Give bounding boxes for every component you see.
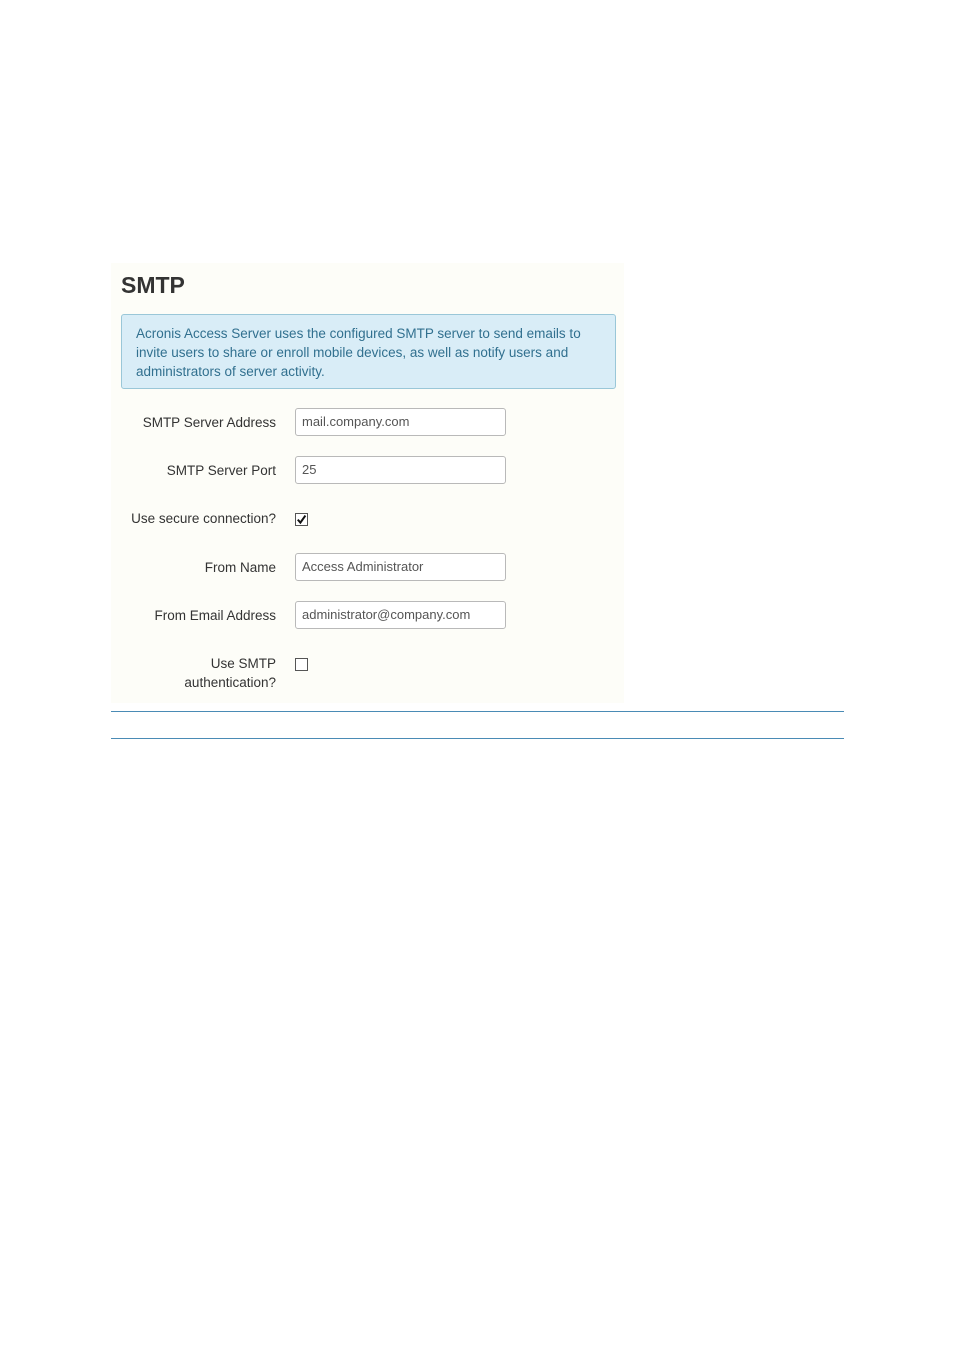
info-alert: Acronis Access Server uses the configured SMTP server to send emails to invite users to share or enroll mobile devices, as well as notify users and administrators of server activity.	[121, 314, 616, 389]
smtp-auth-label-line1: Use SMTP	[210, 656, 276, 671]
from-email-input[interactable]: administrator@company.com	[295, 601, 506, 629]
server-address-label: SMTP Server Address	[142, 415, 276, 430]
smtp-auth-checkbox[interactable]	[295, 658, 308, 671]
divider-top	[111, 711, 844, 712]
divider-bottom	[111, 738, 844, 739]
smtp-auth-label	[106, 654, 276, 692]
smtp-auth-label-line2: authentication?	[184, 675, 276, 690]
secure-connection-label: Use secure connection?	[131, 511, 276, 526]
page-title: SMTP	[121, 272, 185, 298]
from-name-label: From Name	[204, 560, 276, 575]
checkmark-icon	[296, 514, 307, 525]
server-address-input[interactable]: mail.company.com	[295, 408, 506, 436]
server-port-input[interactable]: 25	[295, 456, 506, 484]
smtp-settings-panel	[111, 263, 624, 703]
from-name-input[interactable]: Access Administrator	[295, 553, 506, 581]
server-port-label: SMTP Server Port	[166, 463, 276, 478]
secure-connection-checkbox[interactable]	[295, 513, 308, 526]
from-email-label: From Email Address	[154, 608, 276, 623]
